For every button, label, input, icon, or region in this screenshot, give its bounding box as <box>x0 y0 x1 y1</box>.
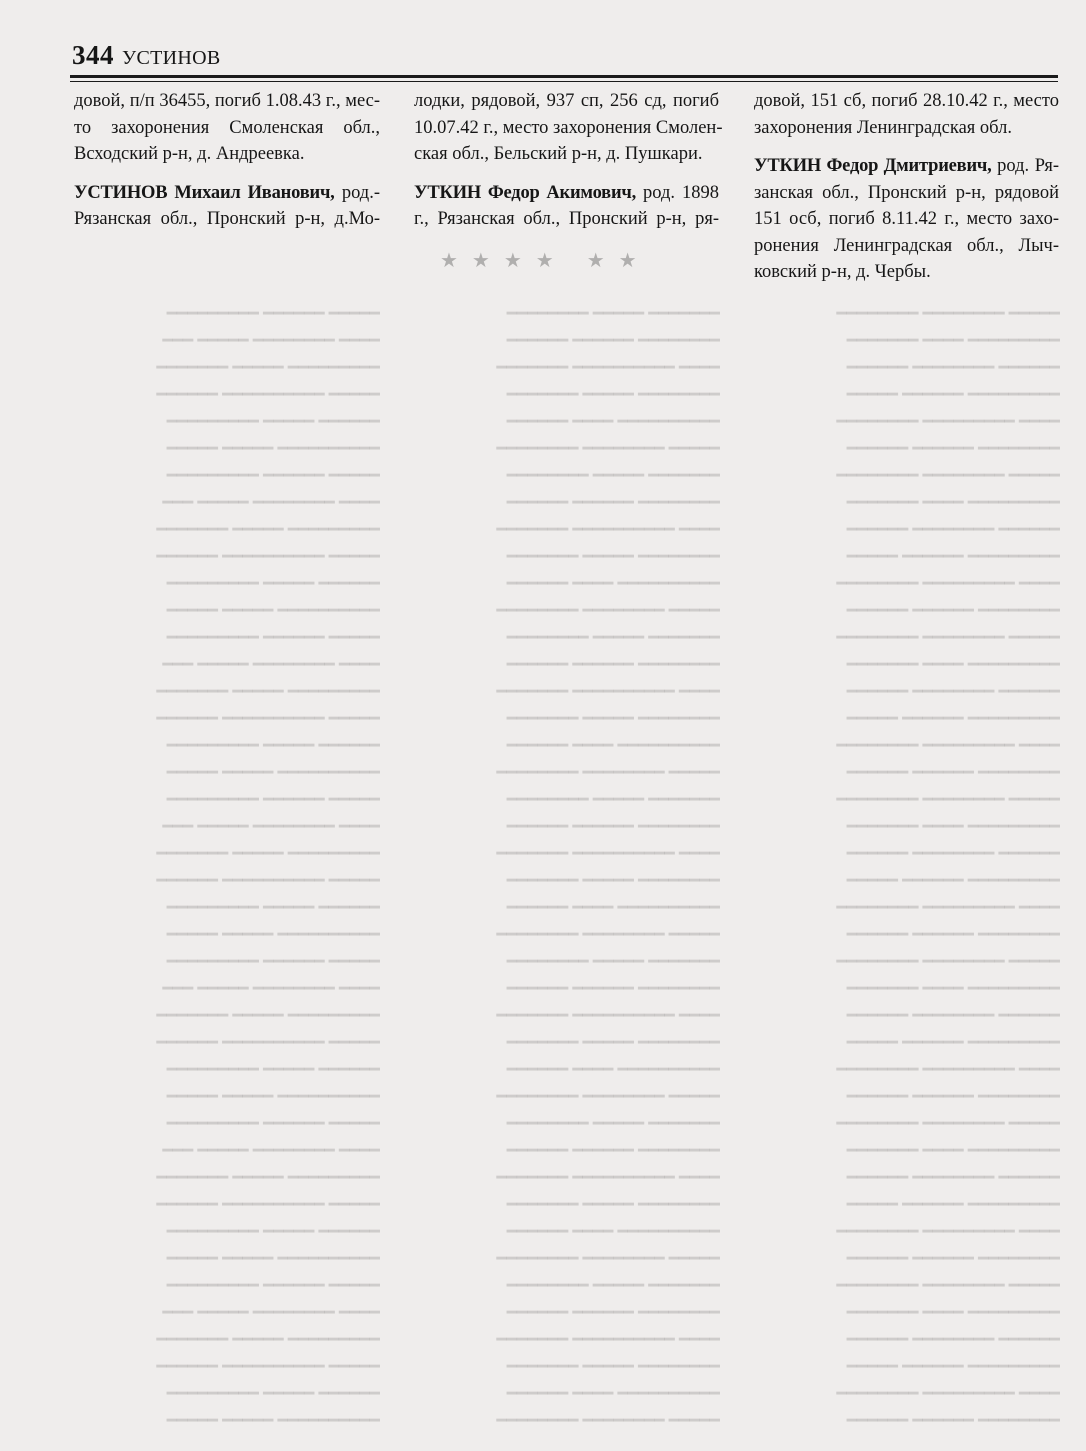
page-number: 344 <box>72 40 114 70</box>
entry-continuation <box>74 88 380 168</box>
text-line: то захоронения Смоленская обл., <box>74 117 380 138</box>
entry <box>414 180 719 233</box>
text-line: Всходский р-н, д. Андреевка. <box>74 144 305 164</box>
text-line: 151 осб, погиб 8.11.42 г., место захо- <box>754 209 1059 229</box>
text-line: лодки, рядовой, 937 сп, 256 сд, погиб <box>414 91 719 111</box>
text-column-1 <box>74 88 380 245</box>
entry-first-line <box>74 180 380 207</box>
bleed-through-column-2: ━━━━━━━ ━━━━━ ━━━━━━━━ ━━━━━━━━ ━━━━━━ ━━━━━━ ━━━━ ━━━━━━━━━━ ━━━━━━━ ━━━━━━━━ ━━━━━ ━━━━━━━ ━━━━━━━━━━ ━━━━ ━━━━━━ ━━━━━ ━━━━━━━━ ━━━━━━━━ ━━━━━━━ ━━━━━ ━━━━━━━━ ━━━━━━━━ ━━━━━━ ━━━━━━ ━━━━ ━━━━━━━━━━ ━━━━━━━ ━━━━━━━━ ━━━━━ ━━━━━━━ ━━━━━━━━━━ ━━━━ ━━━━━━ ━━━━━ ━━━━━━━━ ━━━━━━━━ ━━━━━━━ ━━━━━ ━━━━━━━━ ━━━━━━━━ ━━━━━━ ━━━━━━ ━━━━ ━━━━━━━━━━ ━━━━━━━ ━━━━━━━━ ━━━━━ ━━━━━━━ ━━━━━━━━━━ ━━━━ ━━━━━━ ━━━━━ ━━━━━━━━ ━━━━━━━━ ━━━━━━━ ━━━━━ ━━━━━━━━ ━━━━━━━━ ━━━━━━ ━━━━━━ ━━━━ ━━━━━━━━━━ ━━━━━━━ ━━━━━━━━ ━━━━━ ━━━━━━━ ━━━━━━━━━━ ━━━━ ━━━━━━ ━━━━━ ━━━━━━━━ ━━━━━━━━ ━━━━━━━ ━━━━━ ━━━━━━━━ ━━━━━━━━ ━━━━━━ ━━━━━━ ━━━━ ━━━━━━━━━━ ━━━━━━━ ━━━━━━━━ ━━━━━ ━━━━━━━ ━━━━━━━━━━ ━━━━ ━━━━━━ ━━━━━ ━━━━━━━━ ━━━━━━━━ ━━━━━━━ ━━━━━ ━━━━━━━━ ━━━━━━━━ ━━━━━━ ━━━━━━ ━━━━ ━━━━━━━━━━ ━━━━━━━ ━━━━━━━━ ━━━━━ ━━━━━━━ ━━━━━━━━━━ ━━━━ ━━━━━━ ━━━━━ ━━━━━━━━ ━━━━━━━━ ━━━━━━━ ━━━━━ ━━━━━━━━ ━━━━━━━━ ━━━━━━ ━━━━━━ ━━━━ ━━━━━━━━━━ ━━━━━━━ ━━━━━━━━ ━━━━━ ━━━━━━━ ━━━━━━━━━━ ━━━━ ━━━━━━ ━━━━━ ━━━━━━━━ ━━━━━━━━ <box>496 304 720 1430</box>
text-line: занская обл., Пронский р-н, рядовой <box>754 182 1059 203</box>
header-rule-thick <box>70 75 1058 78</box>
text-column-2 <box>414 88 723 245</box>
text-line: Рязанская обл., Пронский р-н, д.Мо- <box>74 209 380 229</box>
entry-first-line-rest: род. Ря- <box>991 156 1060 176</box>
bleed-through-stars-ornament: ★★★★ ★★ <box>440 250 651 272</box>
text-line: г., Рязанская обл., Пронский р-н, ря- <box>414 209 719 229</box>
bleed-through-column-3: ━━━━━ ━━━━━━━━ ━━━━━━━━ ━━━━━━━━━ ━━━━ ━━━━━━━ ━━━━━━ ━━━━━━━━ ━━━━━━ ━━━━━━━━━ ━━━━━━ ━━━━━ ━━━━ ━━━━━━━━━ ━━━━━━━━ ━━━━━━━━ ━━━━━━ ━━━━━━ ━━━━━ ━━━━━━━━ ━━━━━━━━ ━━━━━━━━━ ━━━━ ━━━━━━━ ━━━━━━ ━━━━━━━━ ━━━━━━ ━━━━━━━━━ ━━━━━━ ━━━━━ ━━━━ ━━━━━━━━━ ━━━━━━━━ ━━━━━━━━ ━━━━━━ ━━━━━━ ━━━━━ ━━━━━━━━ ━━━━━━━━ ━━━━━━━━━ ━━━━ ━━━━━━━ ━━━━━━ ━━━━━━━━ ━━━━━━ ━━━━━━━━━ ━━━━━━ ━━━━━ ━━━━ ━━━━━━━━━ ━━━━━━━━ ━━━━━━━━ ━━━━━━ ━━━━━━ ━━━━━ ━━━━━━━━ ━━━━━━━━ ━━━━━━━━━ ━━━━ ━━━━━━━ ━━━━━━ ━━━━━━━━ ━━━━━━ ━━━━━━━━━ ━━━━━━ ━━━━━ ━━━━ ━━━━━━━━━ ━━━━━━━━ ━━━━━━━━ ━━━━━━ ━━━━━━ ━━━━━ ━━━━━━━━ ━━━━━━━━ ━━━━━━━━━ ━━━━ ━━━━━━━ ━━━━━━ ━━━━━━━━ ━━━━━━ ━━━━━━━━━ ━━━━━━ ━━━━━ ━━━━ ━━━━━━━━━ ━━━━━━━━ ━━━━━━━━ ━━━━━━ ━━━━━━ ━━━━━ ━━━━━━━━ ━━━━━━━━ ━━━━━━━━━ ━━━━ ━━━━━━━ ━━━━━━ ━━━━━━━━ ━━━━━━ ━━━━━━━━━ ━━━━━━ ━━━━━ ━━━━ ━━━━━━━━━ ━━━━━━━━ ━━━━━━━━ ━━━━━━ ━━━━━━ ━━━━━ ━━━━━━━━ ━━━━━━━━ ━━━━━━━━━ ━━━━ ━━━━━━━ ━━━━━━ ━━━━━━━━ ━━━━━━ ━━━━━━━━━ ━━━━━━ ━━━━━ ━━━━ ━━━━━━━━━ ━━━━━━━━ ━━━━━━━━ ━━━━━━ ━━━━━━ <box>836 304 1060 1430</box>
text-line: захоронения Ленинградская обл. <box>754 117 1012 138</box>
entry-surname: УТКИН Федор Дмитриевич, <box>754 156 992 176</box>
bleed-through-column-1: ━━━━━ ━━━━━━ ━━━━━━━━━ ━━━━ ━━━━━━━━ ━━━━━ ━━━ ━━━━━━━━━ ━━━━━ ━━━━━━━ ━━━━━ ━━━━━━━━━━ ━━━━━━ ━━━━━━ ━━━━━ ━━━━━━━━━ ━━━━━━━━━━ ━━━━━ ━━━━━ ━━━━━ ━━━━━━ ━━━━━━━━━ ━━━━ ━━━━━━━━ ━━━━━ ━━━ ━━━━━━━━━ ━━━━━ ━━━━━━━ ━━━━━ ━━━━━━━━━━ ━━━━━━ ━━━━━━ ━━━━━ ━━━━━━━━━ ━━━━━━━━━━ ━━━━━ ━━━━━ ━━━━━ ━━━━━━ ━━━━━━━━━ ━━━━ ━━━━━━━━ ━━━━━ ━━━ ━━━━━━━━━ ━━━━━ ━━━━━━━ ━━━━━ ━━━━━━━━━━ ━━━━━━ ━━━━━━ ━━━━━ ━━━━━━━━━ ━━━━━━━━━━ ━━━━━ ━━━━━ ━━━━━ ━━━━━━ ━━━━━━━━━ ━━━━ ━━━━━━━━ ━━━━━ ━━━ ━━━━━━━━━ ━━━━━ ━━━━━━━ ━━━━━ ━━━━━━━━━━ ━━━━━━ ━━━━━━ ━━━━━ ━━━━━━━━━ ━━━━━━━━━━ ━━━━━ ━━━━━ ━━━━━ ━━━━━━ ━━━━━━━━━ ━━━━ ━━━━━━━━ ━━━━━ ━━━ ━━━━━━━━━ ━━━━━ ━━━━━━━ ━━━━━ ━━━━━━━━━━ ━━━━━━ ━━━━━━ ━━━━━ ━━━━━━━━━ ━━━━━━━━━━ ━━━━━ ━━━━━ ━━━━━ ━━━━━━ ━━━━━━━━━ ━━━━ ━━━━━━━━ ━━━━━ ━━━ ━━━━━━━━━ ━━━━━ ━━━━━━━ ━━━━━ ━━━━━━━━━━ ━━━━━━ ━━━━━━ ━━━━━ ━━━━━━━━━ ━━━━━━━━━━ ━━━━━ ━━━━━ ━━━━━ ━━━━━━ ━━━━━━━━━ ━━━━ ━━━━━━━━ ━━━━━ ━━━ ━━━━━━━━━ ━━━━━ ━━━━━━━ ━━━━━ ━━━━━━━━━━ ━━━━━━ ━━━━━━ ━━━━━ ━━━━━━━━━ ━━━━━━━━━━ ━━━━━ ━━━━━ <box>156 304 380 1430</box>
text-line: ская обл., Бельский р-н, д. Пушкари. <box>414 144 703 164</box>
text-line: довой, п/п 36455, погиб 1.08.43 г., мес- <box>74 91 380 111</box>
entry-surname: УТКИН Федор Акимович, <box>414 182 637 203</box>
text-column-3 <box>754 88 1059 298</box>
text-line: ковский р-н, д. Чербы. <box>754 262 931 282</box>
entry-continuation <box>414 88 723 168</box>
entry-surname: УСТИНОВ Михаил Иванович, <box>74 182 335 203</box>
entry <box>754 153 1059 286</box>
header-rule-thin <box>70 81 1058 82</box>
text-line: ронения Ленинградская обл., Лыч- <box>754 235 1059 256</box>
entry-first-line <box>414 180 719 207</box>
page-header <box>72 40 221 71</box>
running-head: УСТИНОВ <box>122 47 221 69</box>
text-line: 10.07.42 г., место захоронения Смолен- <box>414 117 723 138</box>
entry-continuation <box>754 88 1059 141</box>
entry-first-line <box>754 153 1059 180</box>
entry-first-line-rest: род. 1898 <box>636 182 719 203</box>
text-line: довой, 151 сб, погиб 28.10.42 г., место <box>754 91 1059 111</box>
entry-first-line-rest: род.- <box>334 182 380 203</box>
entry <box>74 180 380 233</box>
